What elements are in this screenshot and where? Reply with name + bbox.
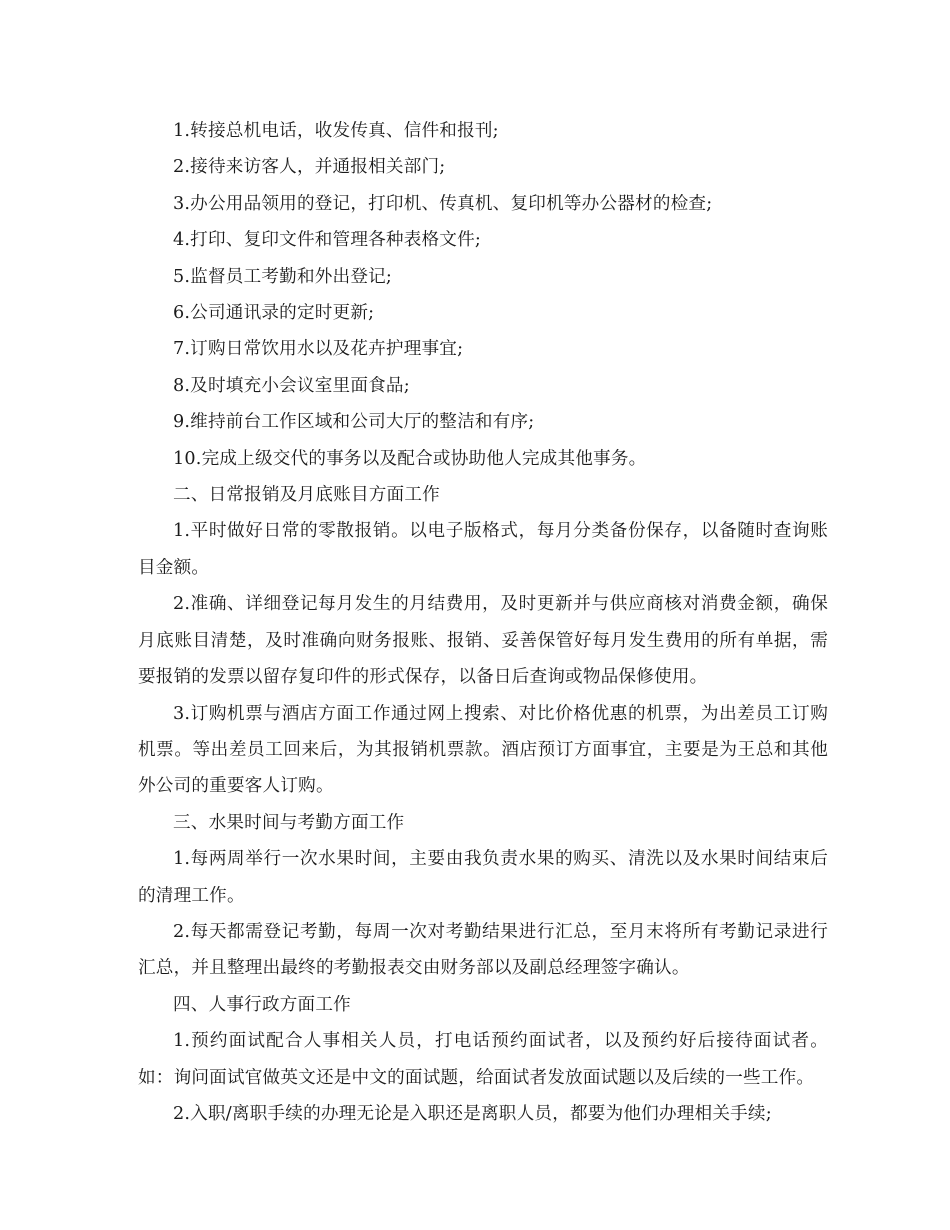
- duty-item-4: 4.打印、复印文件和管理各种表格文件;: [173, 230, 482, 251]
- fruit-item-1: 1.每两周举行一次水果时间，主要由我负责水果的购买、清洗以及水果时间结束后的清理工作。: [138, 849, 828, 906]
- duty-item-8: 8.及时填充小会议室里面食品;: [173, 375, 410, 396]
- duty-item-10: 10.完成上级交代的事务以及配合或协助他人完成其他事务。: [173, 448, 647, 469]
- reimbursement-item-2: 2.准确、详细登记每月发生的月结费用，及时更新并与供应商核对消费金额，确保月底账目清楚，及时准确向财务报账、报销、妥善保管好每月发生费用的所有单据，需要报销的发票以留存复印件的形式保存，以备日后查询或物品保修使用。: [138, 594, 828, 688]
- section-heading-hr-admin: 四、人事行政方面工作: [173, 994, 351, 1015]
- duty-item-3: 3.办公用品领用的登记，打印机、传真机、复印机等办公器材的检查;: [173, 193, 713, 214]
- duty-item-5: 5.监督员工考勤和外出登记;: [173, 266, 393, 287]
- duty-item-7: 7.订购日常饮用水以及花卉护理事宜;: [173, 339, 464, 360]
- duty-item-1: 1.转接总机电话，收发传真、信件和报刊;: [173, 121, 499, 141]
- section-heading-fruit-attendance: 三、水果时间与考勤方面工作: [173, 812, 405, 833]
- hr-item-1: 1.预约面试配合人事相关人员，打电话预约面试者，以及预约好后接待面试者。如：询问面试官做英文还是中文的面试题，给面试者发放面试题以及后续的一些工作。: [138, 1031, 828, 1088]
- attendance-item-2: 2.每天都需登记考勤，每周一次对考勤结果进行汇总，至月末将所有考勤记录进行汇总，并且整理出最终的考勤报表交由财务部以及副总经理签字确认。: [138, 921, 828, 979]
- document-body: [138, 113, 828, 1132]
- hr-item-2: 2.入职/离职手续的办理无论是入职还是离职人员，都要为他们办理相关手续;: [173, 1103, 772, 1124]
- reimbursement-item-1: 1.平时做好日常的零散报销。以电子版格式，每月分类备份保存，以备随时查询账目金额。: [138, 521, 828, 578]
- duty-item-2: 2.接待来访客人，并通报相关部门;: [173, 157, 446, 178]
- reimbursement-item-3: 3.订购机票与酒店方面工作通过网上搜索、对比价格优惠的机票，为出差员工订购机票。等出差员工回来后，为其报销机票款。酒店预订方面事宜，主要是为王总和其他外公司的重要客人订购。: [138, 703, 828, 797]
- duty-item-9: 9.维持前台工作区域和公司大厅的整洁和有序;: [173, 412, 535, 433]
- duty-item-6: 6.公司通讯录的定时更新;: [173, 303, 375, 324]
- section-heading-reimbursement: 二、日常报销及月底账目方面工作: [173, 485, 440, 506]
